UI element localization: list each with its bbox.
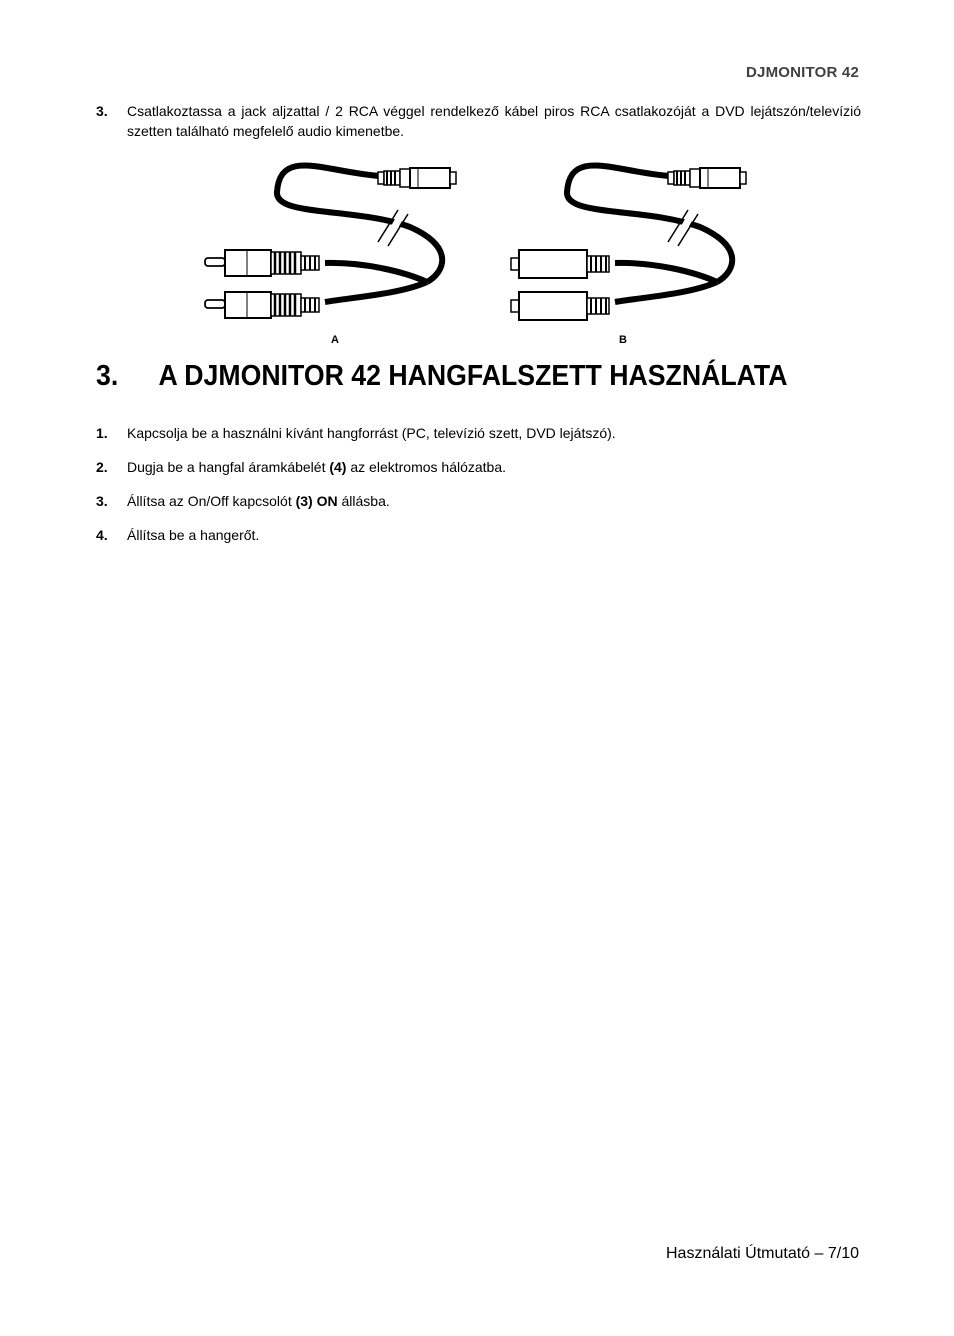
step-text [127,457,506,477]
step-text [127,525,259,545]
section-number: 3. [96,360,119,392]
step-text-part: Állítsa az On/Off kapcsolót [127,493,296,509]
list-item [96,423,861,443]
page-footer: Használati Útmutató – 7/10 [666,1245,859,1262]
figure-label-b: B [619,334,627,346]
step-text-part: az elektromos hálózatba. [346,459,507,475]
step-number: 3. [96,493,108,509]
intro-step-text: Csatlakoztassa a jack aljzattal / 2 RCA véggel rendelkező kábel piros RCA csatlakozóját a DVD lejátszón/televízió szetten található megfelelő audio kimenetbe. [127,103,861,139]
intro-step-number: 3. [96,103,108,119]
cable-b-drawing [511,165,746,320]
step-text [127,423,616,443]
step-text-part: Állítsa be a hangerőt. [127,527,260,543]
step-number: 1. [96,425,108,441]
section-heading [96,360,803,393]
list-item [96,457,861,477]
usage-steps-list [96,423,861,559]
intro-step [96,101,861,141]
cable-illustration [195,152,765,348]
section-title: A DJMONITOR 42 HANGFALSZETT HASZNÁLATA [158,360,788,392]
step-number: 4. [96,527,108,543]
running-header: DJMONITOR 42 [746,64,859,81]
figure-label-a: A [331,334,339,346]
step-text [127,491,390,511]
step-number: 2. [96,459,108,475]
step-text-bold-part: (4) [329,459,347,475]
list-item [96,491,861,511]
step-text-bold-part: (3) ON [295,493,338,509]
step-text-part: Kapcsolja be a használni kívánt hangforrást (PC, televízió szett, DVD lejátszó). [127,425,616,441]
cable-figure [195,152,765,348]
cable-a-drawing [205,165,456,318]
step-text-part: állásba. [337,493,390,509]
step-text-part: Dugja be a hangfal áramkábelét [127,459,330,475]
list-item [96,525,861,545]
